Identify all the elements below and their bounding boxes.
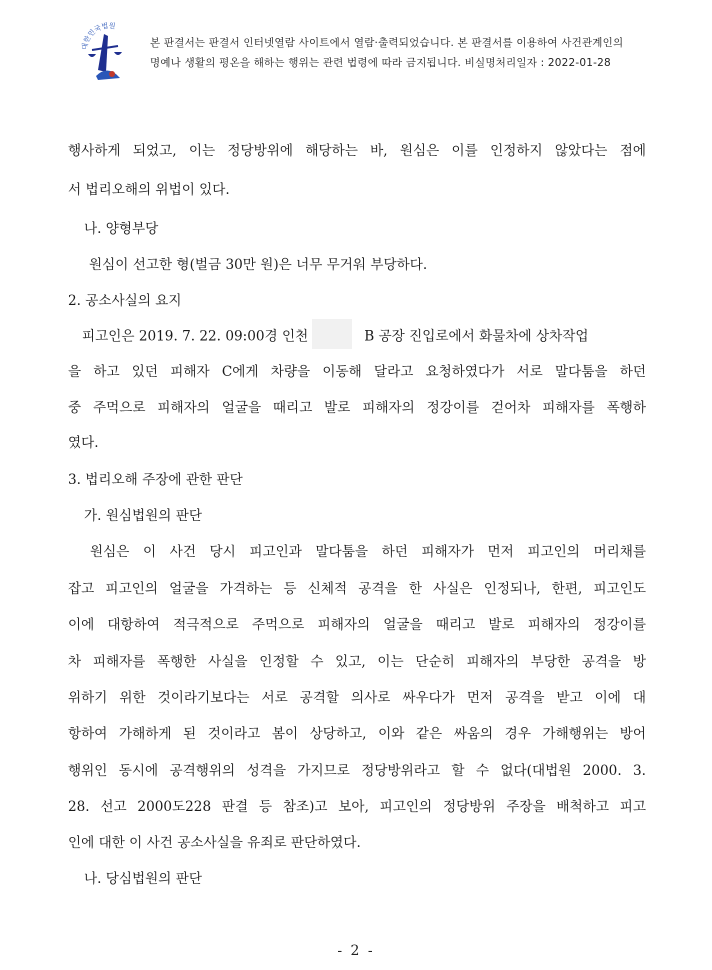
svg-text:대한민국법원: 대한민국법원: [80, 21, 116, 51]
paragraph-line: 차 피해자를 폭행한 사실을 인정할 수 있고, 이는 단순히 피해자의 부당한 공격을 방: [68, 654, 646, 670]
notice-line: 본 판결서는 판결서 인터넷열람 사이트에서 열람·출력되었습니다. 본 판결서를 이용하여 사건관계인의: [150, 37, 624, 49]
court-emblem-logo: [78, 20, 140, 84]
text-segment: 피고인은 2019. 7. 22. 09:00경 인천: [82, 328, 309, 345]
page-number: - 2 -: [337, 943, 375, 959]
paragraph-line: 28. 선고 2000도228 판결 등 참조)고 보아, 피고인의 정당방위 주장을 배척하고 피고: [68, 799, 646, 815]
paragraph-line: 행사하게 되었고, 이는 정당방위에 해당하는 바, 원심은 이를 인정하지 않았다는 점에: [68, 143, 646, 159]
usage-notice: [150, 33, 670, 73]
paragraph-line: 항하여 가해하게 된 것이라고 봄이 상당하고, 이와 같은 싸움의 경우 가해행위는 방어: [68, 726, 646, 742]
paragraph-line: 원심은 이 사건 당시 피고인과 말다툼을 하던 피해자가 먼저 피고인의 머리채를: [90, 544, 646, 560]
paragraph-line: 이에 대항하여 적극적으로 주먹으로 피해자의 얼굴을 때리고 발로 피해자의 정강이를: [68, 617, 646, 633]
section-heading: 2. 공소사실의 요지: [68, 293, 182, 309]
redaction-block: [312, 319, 352, 349]
section-heading: 3. 법리오해 주장에 관한 판단: [68, 472, 243, 488]
paragraph-line: 행위인 동시에 공격행위의 성격을 가지므로 정당방위라고 할 수 없다(대법원 2000. 3.: [68, 763, 646, 779]
section-heading: 가. 원심법원의 판단: [84, 508, 203, 524]
text-segment: B 공장 진입로에서 화물차에 상차작업: [364, 328, 589, 345]
paragraph-line: 인에 대한 이 사건 공소사실을 유죄로 판단하였다.: [68, 835, 361, 851]
paragraph-line: 중 주먹으로 피해자의 얼굴을 때리고 발로 피해자의 정강이를 걷어차 피해자를 폭행하: [68, 400, 646, 416]
paragraph-line: 서 법리오해의 위법이 있다.: [68, 182, 230, 198]
paragraph-line: 잡고 피고인의 얼굴을 가격하는 등 신체적 공격을 한 사실은 인정되나, 한편, 피고인도: [68, 581, 646, 597]
paragraph-line: 위하기 위한 것이라기보다는 서로 공격할 의사로 싸우다가 먼저 공격을 받고 이에 대: [68, 690, 646, 706]
paragraph-line: 였다.: [68, 435, 99, 451]
page-header: [0, 0, 712, 90]
paragraph-line: 을 하고 있던 피해자 C에게 차량을 이동해 달라고 요청하였다가 서로 말다툼을 하던: [68, 364, 646, 380]
section-heading: 나. 양형부당: [84, 221, 159, 237]
paragraph-line: 원심이 선고한 형(벌금 30만 원)은 너무 무거워 부당하다.: [89, 257, 428, 273]
notice-line: 명예나 생활의 평온을 해하는 행위는 관련 법령에 따라 금지됩니다. 비실명처리일자 : 2022-01-28: [150, 57, 611, 69]
section-heading: 나. 당심법원의 판단: [84, 871, 203, 887]
paragraph-line: [82, 325, 588, 345]
